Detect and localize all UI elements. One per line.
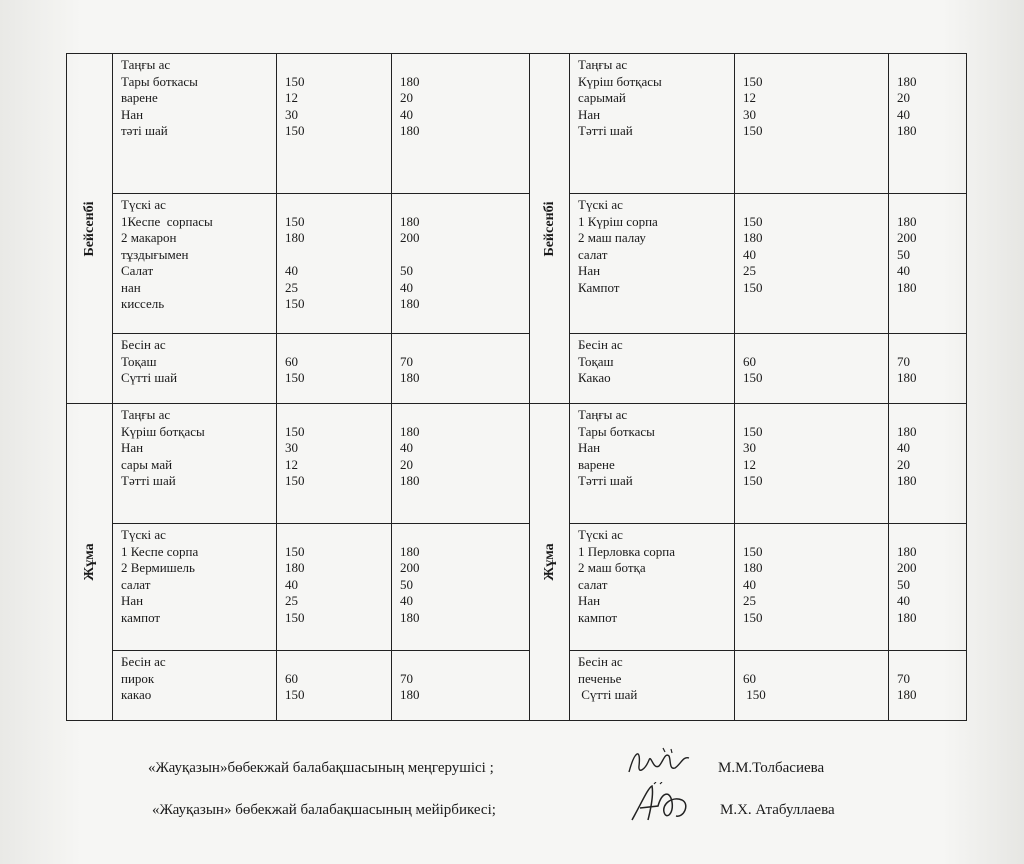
dish-name-cell [113, 194, 277, 334]
portion-large: 180 [400, 473, 420, 488]
nurse-name: М.Х. Атабуллаева [720, 802, 835, 818]
portion-large: 50 [400, 576, 413, 592]
portion-large: 180 [897, 213, 917, 229]
portion-small: 12 [285, 90, 298, 105]
dish-name-cell [113, 54, 277, 194]
dish-name: Тары боткасы [578, 423, 655, 439]
dish-name: Сүтті шай [121, 370, 178, 385]
portion-large: 180 [897, 279, 917, 295]
dish-name: Какао [578, 370, 611, 385]
portion-large: 20 [897, 90, 910, 105]
portion-small: 150 [285, 687, 305, 702]
dish-name: пирок [121, 670, 155, 686]
portion-small: 150 [743, 279, 763, 295]
day-label-cell [530, 404, 570, 721]
portion-large: 40 [400, 279, 413, 295]
portion-small [743, 57, 888, 74]
portion-large: 70 [897, 353, 910, 369]
dish-name: Күріш ботқасы [578, 73, 662, 89]
portion-small: 150 [743, 213, 763, 229]
day-label: Жұма [541, 543, 557, 581]
dish-name: Таңғы ас [121, 407, 171, 422]
dish-name: Түскі ас [121, 197, 166, 212]
dish-name: варене [578, 456, 615, 472]
dish-name: Тәтті шай [578, 473, 633, 488]
portion-large: 180 [400, 609, 420, 625]
portion-large [897, 654, 966, 671]
portion-large: 180 [897, 543, 917, 559]
portion-large: 180 [400, 123, 420, 138]
meal-row [67, 404, 967, 524]
portion-small-cell [735, 404, 889, 524]
portion-small-cell [277, 404, 392, 524]
dish-name-cell [570, 54, 735, 194]
portion-large: 70 [400, 670, 413, 686]
dish-name: Нан [578, 593, 601, 608]
portion-small [285, 527, 391, 544]
portion-large [400, 247, 529, 264]
portion-small: 30 [285, 106, 298, 122]
portion-small: 12 [285, 456, 298, 472]
portion-large: 50 [400, 263, 413, 278]
portion-large: 50 [897, 576, 910, 592]
portion-small-cell [277, 194, 392, 334]
portion-small: 60 [285, 670, 298, 686]
dish-name-cell [113, 334, 277, 404]
meal-row [67, 334, 967, 404]
portion-small [285, 197, 391, 214]
portion-large [400, 407, 529, 424]
portion-small: 40 [743, 246, 756, 262]
dish-name: варене [121, 90, 158, 105]
portion-small-cell [735, 651, 889, 721]
dish-name-cell [570, 194, 735, 334]
portion-large [400, 197, 529, 214]
portion-small: 60 [285, 353, 298, 369]
portion-large-cell [889, 404, 967, 524]
dish-name: Бесін ас [121, 654, 166, 669]
portion-large-cell [889, 651, 967, 721]
head-handwritten-signature-icon [625, 746, 695, 782]
portion-small: 25 [743, 263, 756, 278]
dish-name: Түскі ас [578, 527, 623, 542]
portion-small-cell [277, 651, 392, 721]
portion-large: 40 [897, 440, 910, 455]
dish-name: 1 Кеспе сорпа [121, 543, 199, 559]
portion-small: 12 [743, 90, 756, 105]
portion-large [897, 57, 966, 74]
dish-name: 2 маш ботқа [578, 560, 646, 575]
dish-name: Нан [578, 440, 601, 455]
dish-name: 1Кеспе сорпасы [121, 213, 213, 229]
dish-name: Сүтті шай [578, 687, 638, 702]
meal-row [67, 651, 967, 721]
portion-small: 150 [285, 73, 305, 89]
portion-large: 40 [897, 263, 910, 278]
dish-name: Түскі ас [578, 197, 623, 212]
portion-large-cell [889, 194, 967, 334]
dish-name: кампот [578, 609, 618, 625]
dish-name: 1 Күріш сорпа [578, 213, 658, 229]
nurse-handwritten-signature-icon [628, 782, 698, 826]
portion-small: 180 [285, 230, 305, 245]
portion-large [400, 57, 529, 74]
dish-name: Кампот [578, 279, 620, 295]
dish-name: салат [578, 576, 608, 592]
dish-name: Тәтті шай [578, 123, 633, 138]
dish-name: Нан [121, 106, 144, 122]
portion-small: 25 [743, 593, 756, 608]
portion-small: 30 [743, 106, 756, 122]
portion-small-cell [735, 334, 889, 404]
day-label-cell [67, 54, 113, 404]
portion-large-cell [392, 404, 530, 524]
portion-large [897, 197, 966, 214]
dish-name: Нан [121, 440, 144, 455]
dish-name: Таңғы ас [121, 57, 171, 72]
portion-small-cell [735, 54, 889, 194]
portion-large-cell [392, 651, 530, 721]
portion-large: 180 [897, 73, 917, 89]
portion-large: 180 [400, 296, 420, 311]
portion-large: 40 [897, 106, 910, 122]
dish-name: сарымай [578, 90, 626, 105]
portion-large: 180 [400, 423, 420, 439]
portion-large [400, 527, 529, 544]
day-label: Бейсенбі [81, 200, 97, 257]
portion-large-cell [889, 524, 967, 651]
dish-name: Салат [121, 263, 154, 278]
portion-large-cell [392, 524, 530, 651]
portion-small: 150 [285, 423, 305, 439]
portion-large-cell [392, 54, 530, 194]
dish-name-cell [113, 524, 277, 651]
day-label: Бейсенбі [541, 200, 557, 257]
meal-row [67, 194, 967, 334]
portion-large: 180 [897, 609, 917, 625]
portion-large [897, 407, 966, 424]
portion-small: 12 [743, 456, 756, 472]
portion-large: 40 [400, 593, 413, 608]
day-label-cell [67, 404, 113, 721]
dish-name-cell [570, 524, 735, 651]
portion-small: 25 [285, 279, 298, 295]
portion-small: 150 [743, 609, 763, 625]
portion-large: 200 [400, 560, 420, 575]
dish-name-cell [570, 404, 735, 524]
portion-small [285, 337, 391, 354]
dish-name: тұздығымен [121, 246, 189, 262]
dish-name: Тоқаш [578, 353, 614, 369]
portion-small: 40 [285, 576, 298, 592]
dish-name-cell [570, 334, 735, 404]
portion-large-cell [889, 334, 967, 404]
dish-name: Бесін ас [578, 337, 623, 352]
portion-large: 180 [400, 370, 420, 385]
portion-small [743, 527, 888, 544]
dish-name-cell [570, 651, 735, 721]
dish-name: киссель [121, 296, 165, 311]
portion-small: 180 [743, 230, 763, 245]
portion-small: 150 [285, 543, 305, 559]
menu-table [66, 53, 967, 721]
portion-small [285, 57, 391, 74]
portion-small [743, 654, 888, 671]
portion-large: 70 [897, 670, 910, 686]
dish-name: 1 Перловка сорпа [578, 543, 675, 559]
portion-small-cell [277, 54, 392, 194]
portion-large: 20 [400, 456, 413, 472]
dish-name: сары май [121, 456, 173, 472]
portion-small: 150 [285, 123, 305, 138]
dish-name: какао [121, 687, 152, 702]
portion-large: 180 [897, 687, 917, 702]
dish-name: Тары боткасы [121, 73, 198, 89]
portion-small-cell [735, 194, 889, 334]
portion-large: 180 [897, 473, 917, 488]
dish-name-cell [113, 651, 277, 721]
portion-small [285, 407, 391, 424]
dish-name: Бесін ас [121, 337, 166, 352]
portion-large [400, 654, 529, 671]
portion-small [743, 407, 888, 424]
portion-small: 150 [743, 687, 766, 702]
dish-name: Таңғы ас [578, 407, 628, 422]
portion-small: 40 [743, 576, 756, 592]
portion-small [285, 247, 391, 264]
day-label: Жұма [81, 543, 97, 581]
dish-name-cell [113, 404, 277, 524]
portion-small: 150 [743, 543, 763, 559]
day-label-cell [530, 54, 570, 404]
dish-name: нан [121, 279, 141, 295]
portion-large [897, 527, 966, 544]
meal-row [67, 524, 967, 651]
portion-large [897, 337, 966, 354]
nurse-signature-caption: «Жауқазын» бөбекжай балабақшасының мейірбикесі; [152, 802, 496, 818]
portion-small: 40 [285, 263, 298, 278]
portion-small: 150 [285, 473, 305, 488]
portion-small: 150 [285, 609, 305, 625]
portion-large: 180 [400, 687, 420, 702]
portion-large: 180 [400, 213, 420, 229]
portion-small: 60 [743, 353, 756, 369]
dish-name: Таңғы ас [578, 57, 628, 72]
dish-name: печенье [578, 670, 622, 686]
meal-row [67, 54, 967, 194]
portion-small: 60 [743, 670, 756, 686]
dish-name: Тоқаш [121, 353, 157, 369]
dish-name: тәті шай [121, 123, 168, 138]
portion-small: 25 [285, 593, 298, 608]
portion-large: 200 [897, 230, 917, 245]
portion-small: 180 [743, 560, 763, 575]
portion-large: 70 [400, 353, 413, 369]
portion-large: 40 [400, 440, 413, 455]
portion-large: 200 [897, 560, 917, 575]
portion-large: 40 [400, 106, 413, 122]
dish-name: 2 маш палау [578, 230, 646, 245]
portion-small: 150 [285, 370, 305, 385]
dish-name: кампот [121, 609, 161, 625]
dish-name: Бесін ас [578, 654, 623, 669]
dish-name: 2 макарон [121, 230, 177, 245]
portion-large: 180 [897, 123, 917, 138]
portion-small [285, 654, 391, 671]
dish-name: Тәтті шай [121, 473, 176, 488]
portion-large: 180 [897, 423, 917, 439]
portion-small: 30 [743, 440, 756, 455]
head-signature-caption: «Жауқазын»бөбекжай балабақшасының меңгерушісі ; [148, 760, 494, 776]
portion-large-cell [392, 194, 530, 334]
dish-name: Нан [121, 593, 144, 608]
portion-small: 150 [743, 423, 763, 439]
portion-small: 150 [285, 213, 305, 229]
portion-large: 200 [400, 230, 420, 245]
portion-small [743, 197, 888, 214]
dish-name: 2 Вермишель [121, 560, 195, 575]
portion-large: 180 [897, 370, 917, 385]
dish-name: салат [578, 246, 608, 262]
portion-large: 40 [897, 593, 910, 608]
portion-large: 180 [400, 73, 420, 89]
portion-large-cell [889, 54, 967, 194]
portion-small [743, 337, 888, 354]
dish-name: Нан [578, 106, 601, 122]
portion-small: 150 [743, 473, 763, 488]
portion-large [400, 337, 529, 354]
signature-block [0, 760, 1024, 830]
portion-small: 150 [743, 370, 763, 385]
portion-large: 20 [897, 456, 910, 472]
portion-large: 180 [400, 543, 420, 559]
dish-name: Түскі ас [121, 527, 166, 542]
portion-small: 180 [285, 560, 305, 575]
portion-small: 150 [285, 296, 305, 311]
portion-large: 50 [897, 246, 910, 262]
portion-small: 150 [743, 73, 763, 89]
portion-small: 30 [285, 440, 298, 455]
dish-name: салат [121, 576, 151, 592]
portion-small-cell [735, 524, 889, 651]
dish-name: Күріш ботқасы [121, 423, 205, 439]
portion-large-cell [392, 334, 530, 404]
head-name: М.М.Толбасиева [718, 760, 825, 776]
portion-small-cell [277, 524, 392, 651]
portion-small: 150 [743, 123, 763, 138]
portion-large: 20 [400, 90, 413, 105]
dish-name: Нан [578, 263, 601, 278]
portion-small-cell [277, 334, 392, 404]
